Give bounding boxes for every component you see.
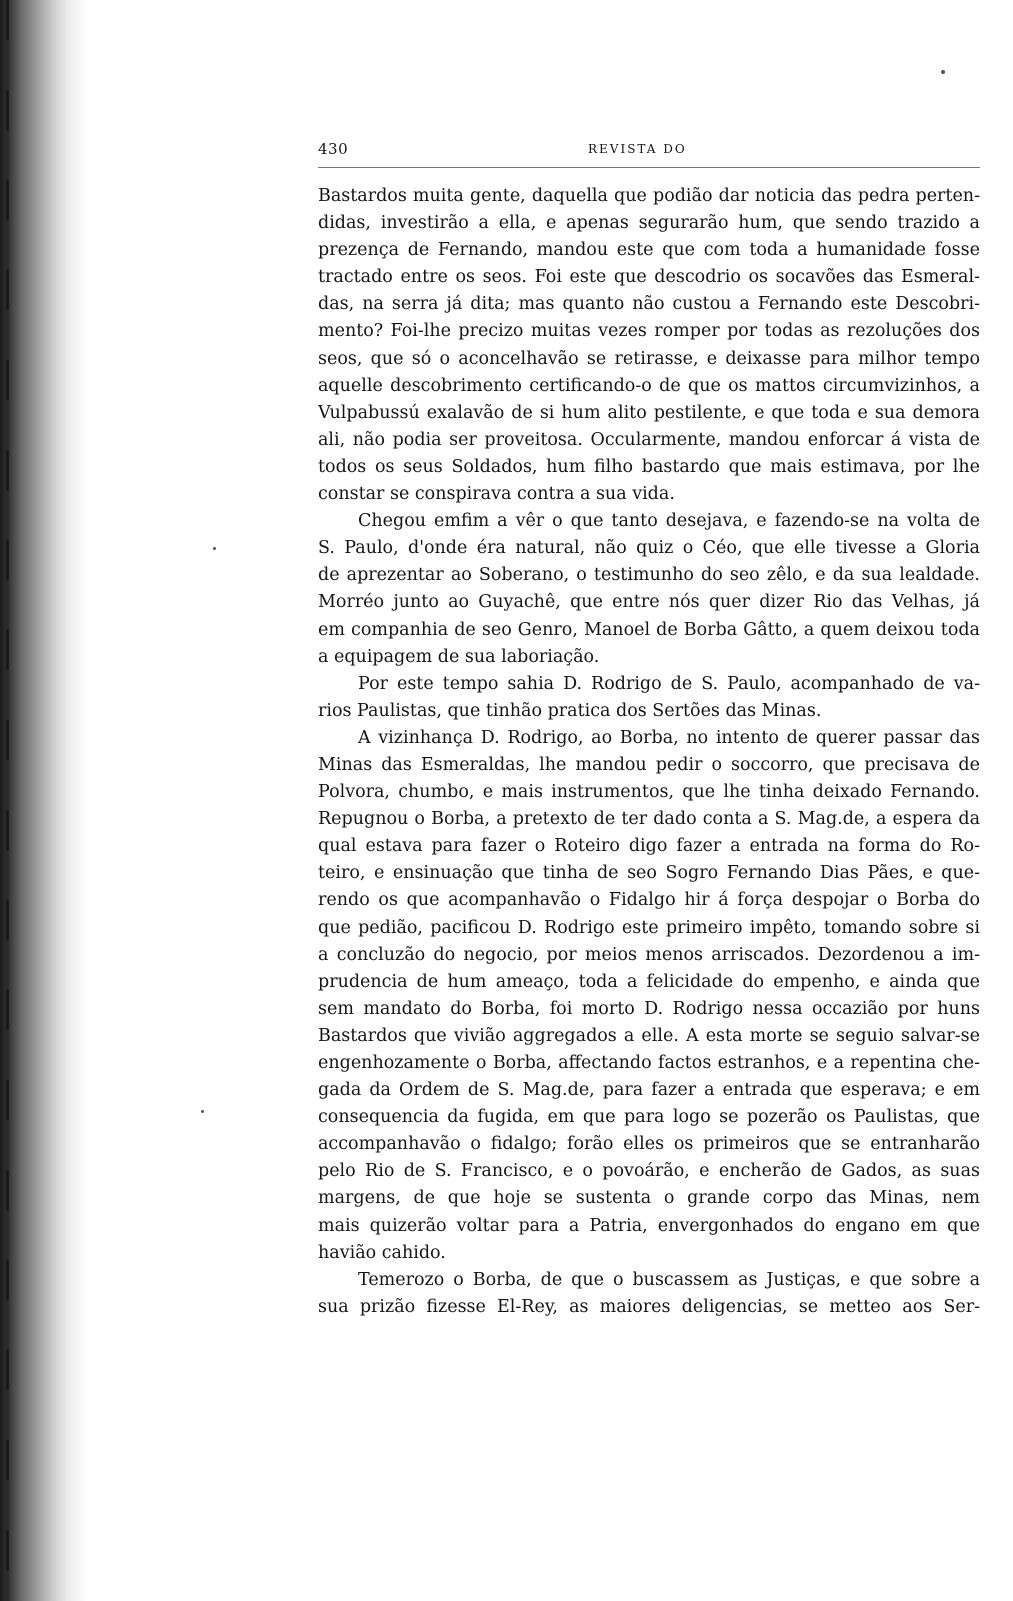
page-number: 430: [318, 140, 349, 158]
text-line: didas, investirão a ella, e apenas segurarão hum, que sendo trazido a: [318, 213, 980, 234]
text-line: Morréo junto ao Guyachê, que entre nós quer dizer Rio das Velhas, já: [318, 592, 980, 613]
text-line: das, na serra já dita; mas quanto não custou a Fernando este Descobri-: [318, 294, 980, 315]
text-line: Polvora, chumbo, e mais instrumentos, que lhe tinha deixado Fernando.: [318, 782, 980, 803]
text-line: prudencia de hum ameaço, toda a felicidade do empenho, e ainda que: [318, 971, 980, 992]
text-line: aquelle descobrimento certificando-o de que os mattos circumvizinhos, a: [318, 375, 980, 396]
page-binding-shadow: [0, 0, 88, 1601]
text-line: Repugnou o Borba, a pretexto de ter dado conta a S. Mag.de, a espera da: [318, 809, 980, 830]
text-line: rios Paulistas, que tinhão pratica dos Sertões das Minas.: [318, 700, 822, 721]
text-line: margens, de que hoje se sustenta o grande corpo das Minas, nem: [318, 1188, 980, 1209]
text-line: consequencia da fugida, em que para logo se pozerão os Paulistas, que: [318, 1107, 980, 1128]
text-line: sua prizão fizesse El-Rey, as maiores deligencias, se metteo aos Ser-: [318, 1296, 980, 1317]
text-line: Minas das Esmeraldas, lhe mandou pedir o soccorro, que precisava de: [318, 754, 980, 775]
scan-speck: [941, 70, 945, 74]
text-line: teiro, e ensinuação que tinha de seo Sogro Fernando Dias Pães, e que-: [318, 863, 980, 884]
text-line: todos os seus Soldados, hum filho bastardo que mais estimava, por lhe: [318, 456, 980, 477]
text-line: Bastardos que vivião aggregados a elle. A esta morte se seguio salvar-se: [318, 1025, 980, 1046]
scan-speck: [213, 547, 216, 550]
text-line: Bastardos muita gente, daquella que podião dar noticia das pedra perten-: [318, 186, 980, 206]
body-text: [318, 183, 980, 1321]
text-line: de aprezentar ao Soberano, o testimunho do seo zêlo, e da sua lealdade.: [318, 565, 980, 586]
text-line: accompanhavão o fidalgo; forão elles os primeiros que se entranharão: [318, 1134, 980, 1155]
text-line: tractado entre os seos. Foi este que descodrio os socavões das Esmeral-: [318, 267, 980, 288]
text-line: sem mandato do Borba, foi morto D. Rodrigo nessa occazião por huns: [318, 998, 980, 1019]
header-rule: [318, 167, 980, 168]
scan-speck: [201, 1110, 204, 1113]
text-line: rendo os que acompanhavão o Fidalgo hir á força despojar o Borba do: [318, 890, 980, 911]
text-line: Temerozo o Borba, de que o buscassem as Justiças, e que sobre a: [358, 1269, 980, 1290]
text-line: em companhia de seo Genro, Manoel de Borba Gâtto, a quem deixou toda: [318, 619, 980, 640]
text-line: mento? Foi-lhe precizo muitas vezes romper por todas as rezoluções dos: [318, 321, 980, 342]
text-line: ali, não podia ser proveitosa. Occularmente, mandou enforcar á vista de: [318, 429, 980, 450]
text-line: Vulpabussú exalavão de si hum alito pestilente, e que toda e sua demora: [318, 402, 980, 423]
page-header: [318, 140, 980, 166]
text-line: pelo Rio de S. Francisco, e o povoárão, e encherão de Gados, as suas: [318, 1161, 980, 1182]
running-head: REVISTA DO: [588, 142, 687, 156]
text-line: seos, que só o aconcelhavão se retirasse, e deixasse para milhor tempo: [318, 348, 980, 369]
text-line: prezença de Fernando, mandou este que com toda a humanidade fosse: [318, 240, 980, 261]
text-line: S. Paulo, d'onde éra natural, não quiz o Céo, que elle tivesse a Gloria: [318, 538, 980, 559]
text-line: mais quizerão voltar para a Patria, envergonhados do engano em que: [318, 1215, 980, 1236]
text-line: a equipagem de sua laboriação.: [318, 646, 600, 667]
text-line: gada da Ordem de S. Mag.de, para fazer a entrada que esperava; e em: [318, 1080, 980, 1101]
text-line: A vizinhança D. Rodrigo, ao Borba, no intento de querer passar das: [358, 727, 980, 748]
text-line: Chegou emfim a vêr o que tanto desejava, e fazendo-se na volta de: [358, 511, 980, 532]
text-line: constar se conspirava contra a sua vida.: [318, 484, 675, 505]
text-line: Por este tempo sahia D. Rodrigo de S. Paulo, acompanhado de va-: [358, 673, 980, 694]
text-line: havião cahido.: [318, 1242, 446, 1263]
text-line: engenhozamente o Borba, affectando factos estranhos, e a repentina che-: [318, 1053, 980, 1073]
text-line: a concluzão do negocio, por meios menos arriscados. Dezordenou a im-: [318, 944, 980, 965]
text-line: que pedião, pacificou D. Rodrigo este primeiro impêto, tomando sobre si: [318, 917, 980, 938]
text-line: qual estava para fazer o Roteiro digo fazer a entrada na forma do Ro-: [318, 836, 980, 857]
